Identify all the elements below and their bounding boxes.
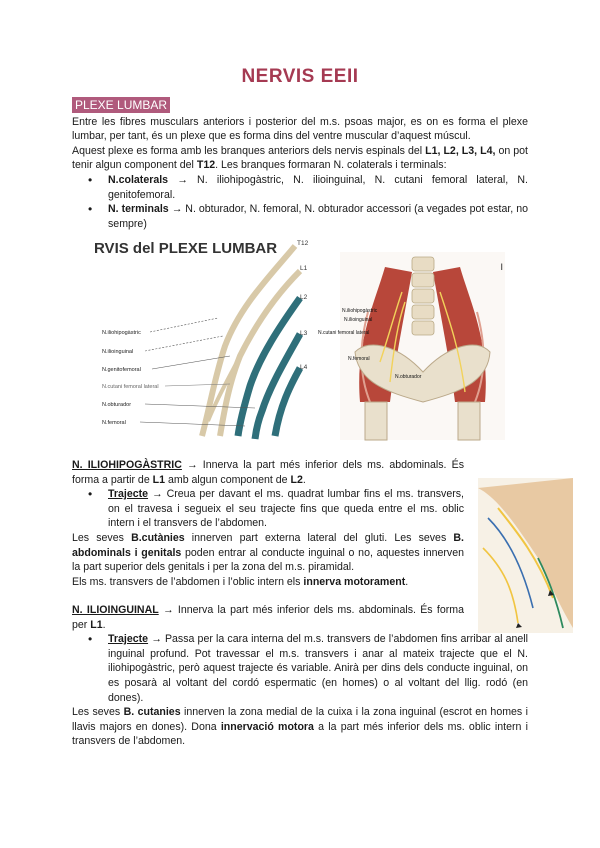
illustration-label: N.obturador (395, 374, 422, 380)
iliohipogastric-paragraph-2: Les seves B.cutànies innerven part externa lateral del gluti. Les seves B. abdominals i genitals poden entrar al conducte inguinal o no, aquestes innerven la part superior dels genitals i per la zona del m.s. piramidal. (72, 531, 464, 574)
list-item: • N. terminals → N. obturador, N. femoral, N. obturador accessori (a vegades pot estar, no sempre) (72, 202, 528, 231)
lumbar-plexus-diagram (90, 236, 320, 441)
plexe-paragraph-1: Entre les fibres musculars anteriors i posterior del m.s. psoas major, es on es forma el plexe lumbar, per tant, és un plexe que es forma dins del ventre muscular d’aquest múscul. (72, 115, 528, 143)
pelvis-muscles-illustration (318, 252, 505, 440)
ilioinguinal-heading: N. ILIOINGUINAL (72, 604, 159, 616)
illustration-mark: I (500, 262, 503, 272)
iliohipogastric-paragraph-3: Els ms. transvers de l’abdomen i l’oblic intern els innerva motorament. (72, 575, 409, 588)
diagram-title: RVIS del PLEXE LUMBAR (94, 240, 278, 257)
plexe-paragraph-2: Aquest plexe es forma amb les branques anteriors dels nervis espinals del L1, L2, L3, L4, on pot tenir algun component del T12. Les branques formaran N. colaterals i terminals: (72, 144, 528, 172)
nerve-label: N.obturador (102, 402, 132, 408)
plexe-heading: PLEXE LUMBAR (72, 97, 170, 113)
ilioinguinal-intro: N. ILIOINGUINAL → Innerva la part més inferior dels ms. abdominals. És forma per L1. (72, 604, 464, 631)
pelvis-illustration-svg (318, 252, 505, 440)
nerve-label: N.iliohipogàstric (102, 330, 141, 336)
level-label: L1 (300, 265, 308, 272)
page-title: NERVIS EEII (241, 66, 359, 87)
illustration-label: N.cutani femoral lateral (318, 330, 370, 336)
iliohipogastric-section (72, 458, 464, 589)
illustration-label: N.iliohipogàstric (342, 308, 378, 314)
plexus-diagram-svg (90, 236, 320, 441)
plexe-branches-list (72, 173, 528, 231)
iliohipogastric-list (72, 487, 464, 531)
nerve-label: N.genitofemoral (102, 367, 141, 373)
list-item: • N.colaterals → N. iliohipogàstric, N. ilioinguinal, N. cutani femoral lateral, N. genitofemoral. (72, 173, 528, 202)
level-label: L4 (300, 364, 308, 371)
list-item: • Trajecte → Creua per davant el ms. quadrat lumbar fins el ms. transvers, on el travesa i segueix el seu trajecte fins que queda entre el ms. oblic intern i el transvers de l’abdomen. (72, 487, 464, 531)
iliohipogastric-intro: N. ILIOHIPOGÀSTRIC → Innerva la part més inferior dels ms. abdominals. És forma a partir de L1 amb algun component de L2. (72, 459, 464, 486)
illustration-label: N.ilioinguinal (344, 317, 373, 323)
level-label: T12 (297, 240, 309, 247)
ilioinguinal-list (72, 632, 528, 705)
nerve-label: N.ilioinguinal (102, 349, 134, 355)
nerve-label: N.cutani femoral lateral (102, 384, 159, 390)
ilioinguinal-paragraph-2: Les seves B. cutanies innerven la zona medial de la cuixa i la zona inguinal (escrot en homes i llavis majors en dones). Dona innervació motora a la part més inferior dels ms. oblic intern i transvers de l’abdomen. (72, 706, 528, 748)
illustration-label: N.femoral (348, 356, 370, 362)
level-label: L2 (300, 294, 308, 301)
list-item: • Trajecte → Passa per la cara interna del m.s. transvers de l’abdomen fins arribar al anell inguinal profund. Pot travessar el m.s. transvers i anar al mateix trajecte que el N. iliohipogàstric, però aquest trajecte és variable. Anirà per dins dels conducte inguinal, on es posarà al voltant del cordó espermatic (en homes) o al voltant del llig. rodó (en dones). (72, 632, 528, 705)
plexe-section (72, 97, 528, 231)
level-label: L3 (300, 330, 308, 337)
nerve-label: N.femoral (102, 420, 126, 426)
ilioinguinal-section (72, 603, 528, 749)
iliohipogastric-heading: N. ILIOHIPOGÀSTRIC (72, 459, 182, 471)
